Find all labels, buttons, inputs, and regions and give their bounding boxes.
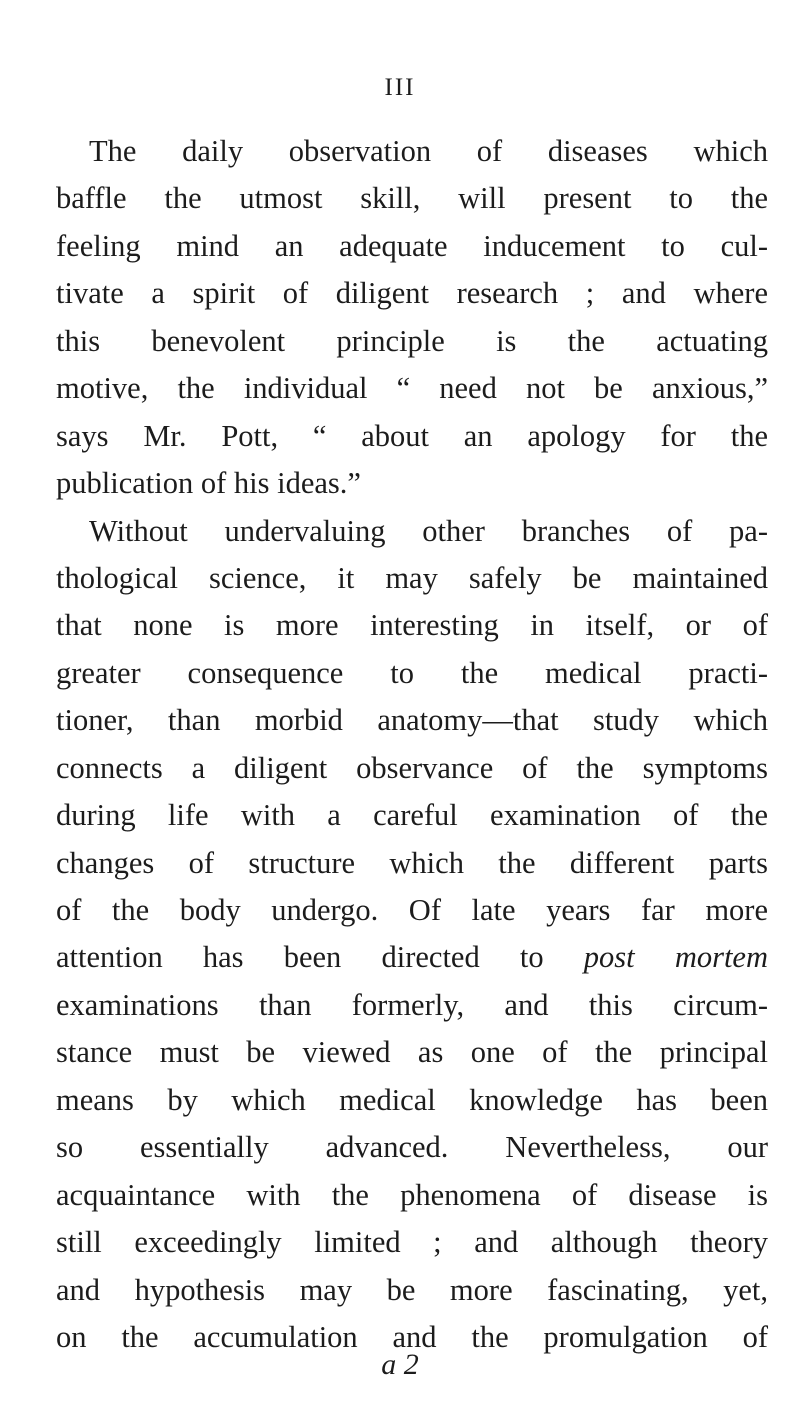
text-line: means by which medical knowledge has been xyxy=(56,1082,768,1117)
text-line: connects a diligent observance of the symptoms xyxy=(56,750,768,785)
text-line: greater consequence to the medical practi- xyxy=(56,655,768,690)
text-line: still exceedingly limited ; and although theory xyxy=(56,1225,768,1260)
text-line: changes of structure which the different parts xyxy=(56,845,768,880)
text-line: and hypothesis may be more fascinating, yet, xyxy=(56,1272,768,1307)
text-line: this benevolent principle is the actuating xyxy=(56,323,768,358)
text-line: motive, the individual “ need not be anxious,” xyxy=(56,371,768,406)
text-line: on the accumulation and the promulgation of xyxy=(56,1319,768,1354)
text-segment: attention has been directed to xyxy=(56,940,544,975)
text-line: Without undervaluing other branches of pa- xyxy=(89,513,768,548)
text-line: baffle the utmost skill, will present to the xyxy=(56,181,768,216)
text-line: stance must be viewed as one of the principal xyxy=(56,1035,768,1070)
text-line: tivate a spirit of diligent research ; and where xyxy=(56,276,768,311)
signature-mark: a 2 xyxy=(381,1348,419,1381)
text-line: thological science, it may safely be maintained xyxy=(56,560,768,595)
text-line: during life with a careful examination of the xyxy=(56,798,768,833)
italic-phrase: post mortem xyxy=(583,940,769,975)
text-line: says Mr. Pott, “ about an apology for the xyxy=(56,418,768,453)
text-line: of the body undergo. Of late years far more xyxy=(56,893,768,927)
text-line: that none is more interesting in itself, or of xyxy=(56,608,768,643)
text-line: so essentially advanced. Nevertheless, our xyxy=(56,1130,768,1165)
text-line: The daily observation of diseases which xyxy=(89,134,768,168)
text-line: acquaintance with the phenomena of disease is xyxy=(56,1177,768,1212)
text-line: examinations than formerly, and this circum- xyxy=(56,987,768,1022)
text-line: tioner, than morbid anatomy—that study which xyxy=(56,703,768,738)
body-text xyxy=(56,128,768,1361)
text-line: publication of his ideas.” xyxy=(56,466,361,501)
text-line-with-italic xyxy=(56,934,768,981)
text-line: feeling mind an adequate inducement to cul- xyxy=(56,228,768,263)
page-number: III xyxy=(384,74,416,101)
